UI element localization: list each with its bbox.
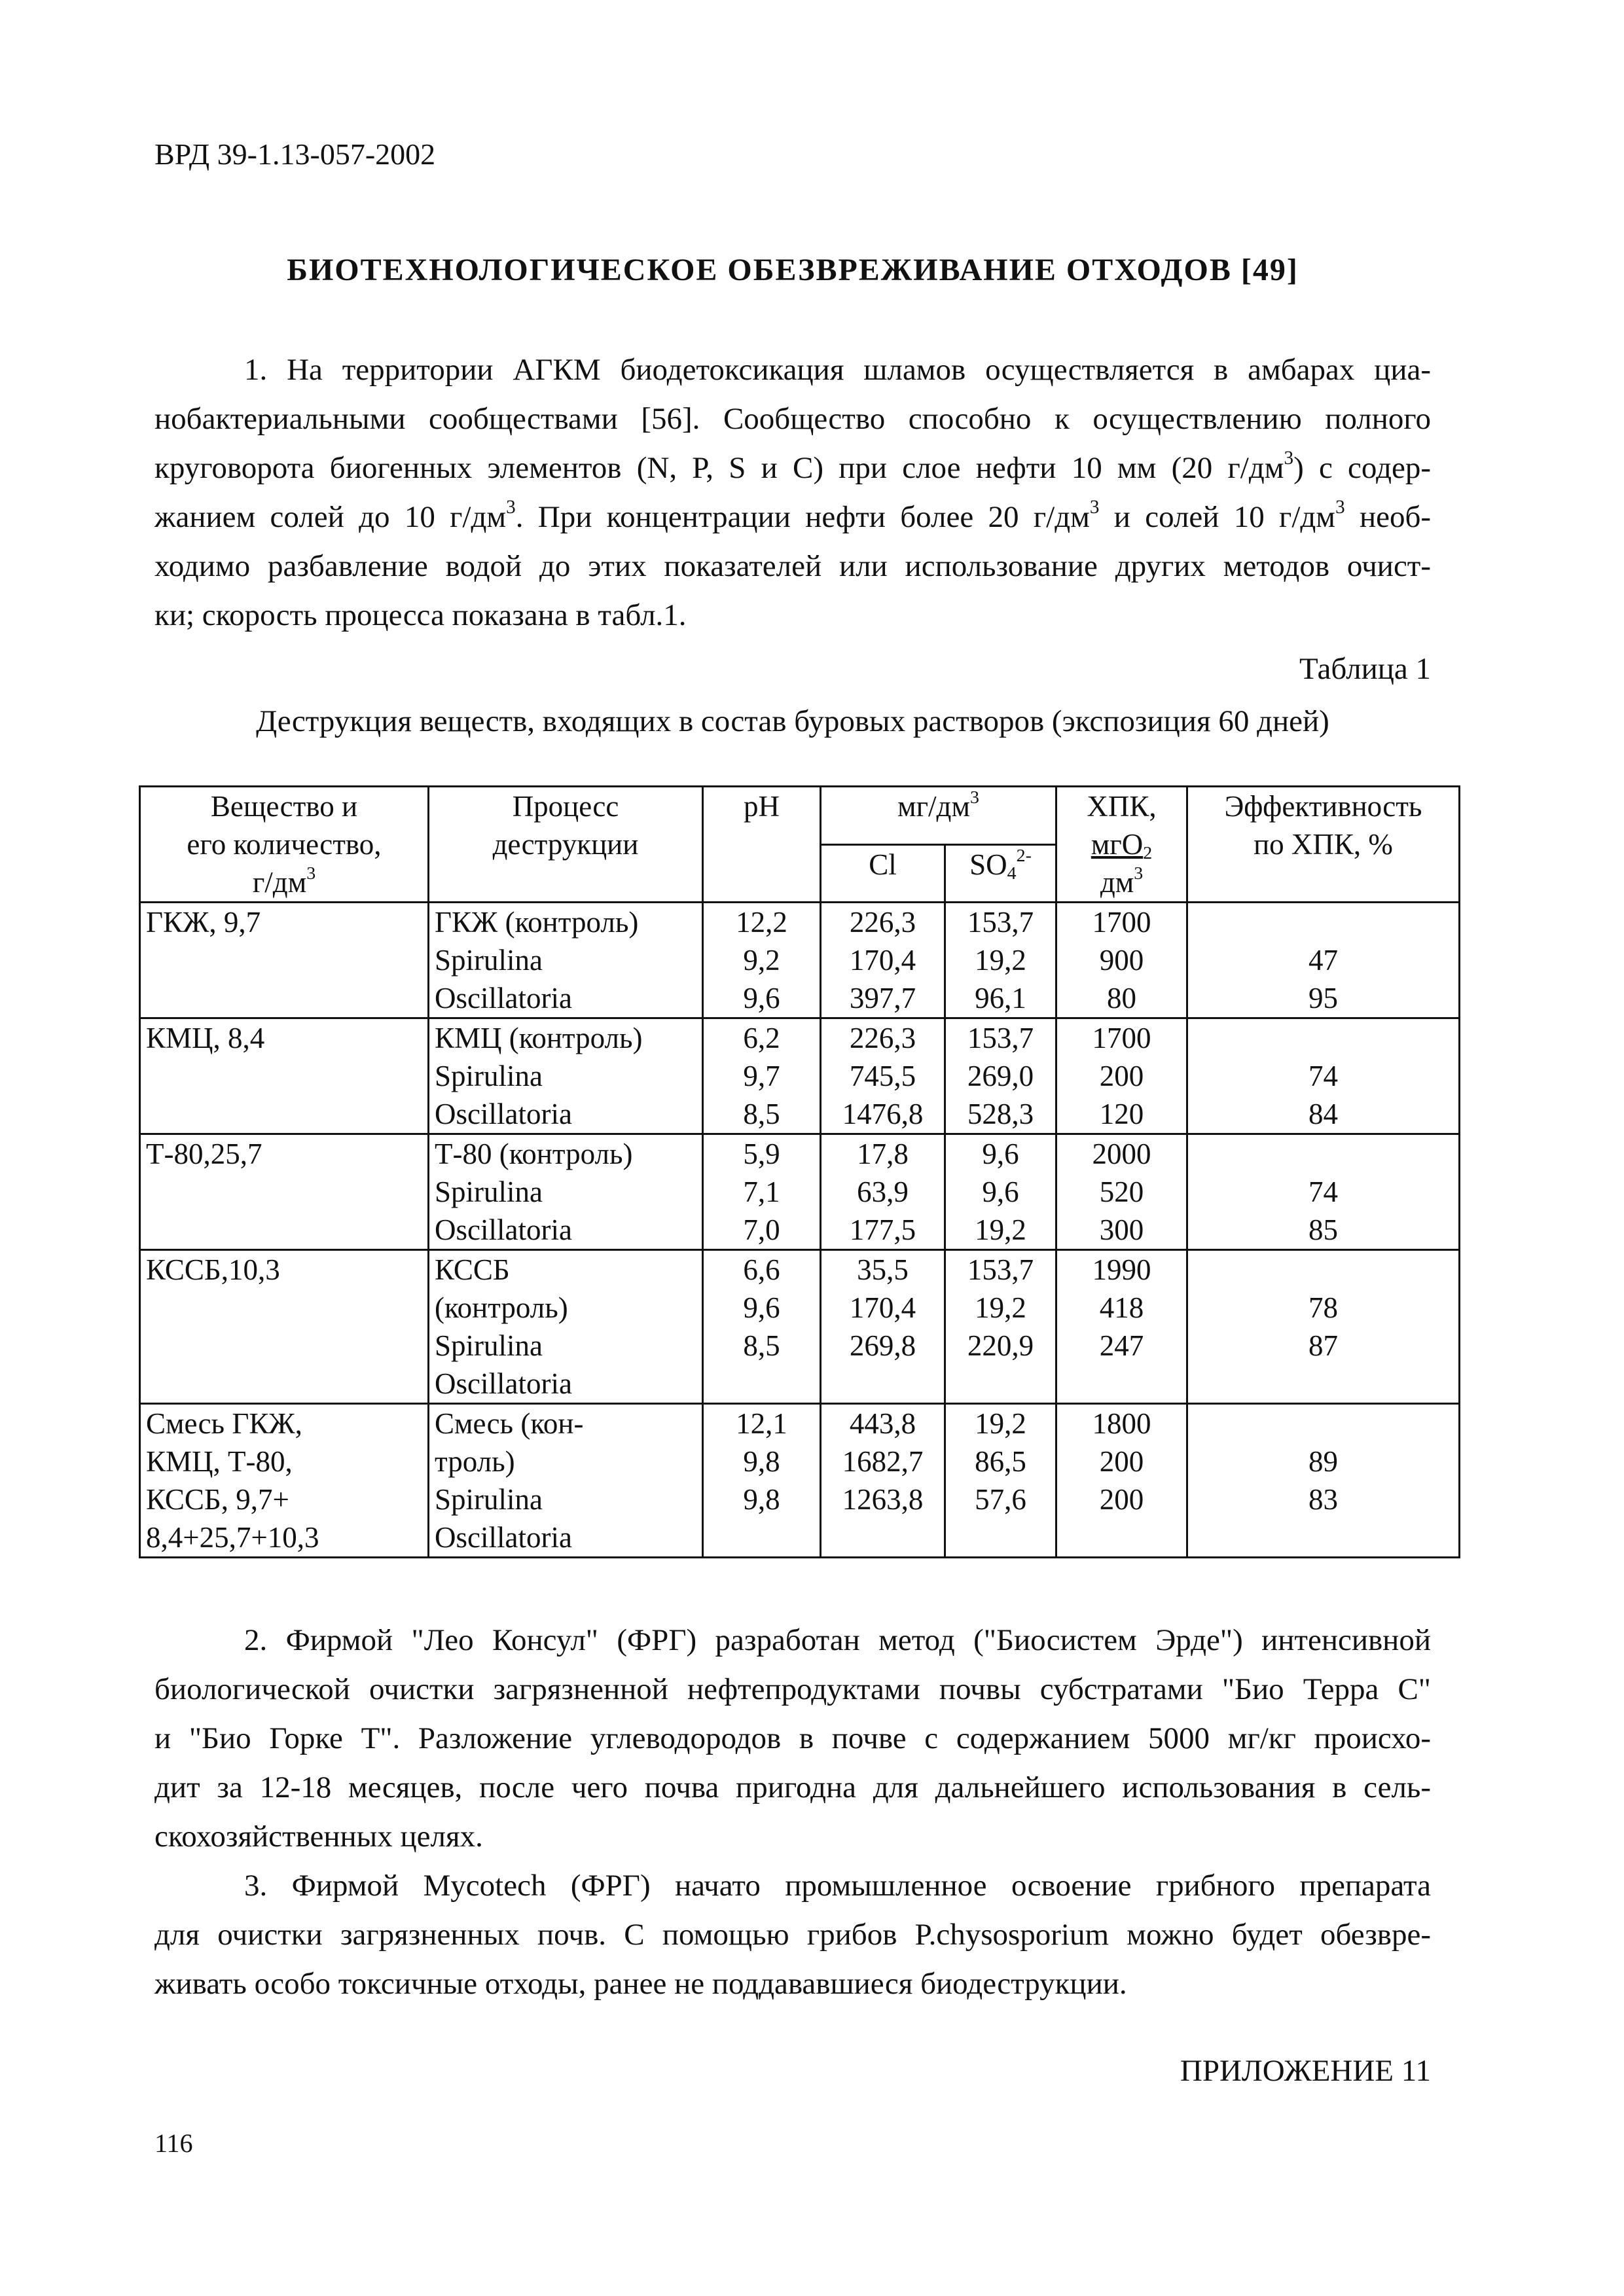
cell-line: 177,5 [849,1213,916,1246]
cell-line: 63,9 [857,1175,909,1208]
cell-line: 9,8 [743,1445,780,1478]
cell-efficiency [1187,1018,1460,1134]
cell-line [709,1518,814,1556]
appendix-label: ПРИЛОЖЕНИЕ 11 [1180,2054,1431,2088]
cell-line: 9,2 [743,944,780,977]
cell-line: 9,7 [743,1060,780,1092]
cell-line: 57,6 [975,1483,1026,1516]
cell-line: 170,4 [849,944,916,977]
table-row [140,1134,1460,1250]
table-row [140,1250,1460,1404]
cell-line: Т-80 (контроль) [435,1138,633,1170]
cell-efficiency [1187,1404,1460,1558]
cell-line: 1700 [1092,1022,1151,1054]
cell-line: 220,9 [967,1329,1034,1362]
section-title: БИОТЕХНОЛОГИЧЕСКОЕ ОБЕЗВРЕЖИВАНИЕ ОТХОДОВ [49] [287,253,1299,287]
cell-ph [703,903,821,1018]
cell-line: 1990 [1092,1253,1151,1286]
cell-line: 8,5 [743,1098,780,1130]
page-number: 116 [154,2128,193,2158]
cell-line: ГКЖ, 9,7 [146,906,261,939]
header-substance: Вещество и его количество, $г/дм^3$ [140,787,429,903]
cell-substance [140,1404,429,1558]
cell-line: 226,3 [849,1022,916,1054]
cell-so4 [945,1404,1056,1558]
cell-line: Spirulina [435,1175,543,1208]
cell-line: КССБ,10,3 [146,1253,280,1286]
cell-ph [703,1250,821,1404]
cell-line: Смесь (кон- [435,1407,584,1440]
cell-line: 84 [1308,1098,1339,1130]
cell-line: Spirulina [435,944,543,977]
cell-cod [1056,1134,1187,1250]
cell-process [429,1134,703,1250]
para1-line-4: жанием солей до 10 $г/дм^3$. При концентрации нефти более 20 $г/дм^3$ и солей 10 $г/дм^3$ необ- [154,497,1432,534]
cell-line: 86,5 [975,1445,1026,1478]
header-mg-per-dm3: $мг/дм^3$ [821,787,1056,845]
destruction-table [139,785,1460,1558]
cell-line [1193,1019,1453,1057]
cell-so4 [945,903,1056,1018]
cell-line: 19,2 [975,944,1026,977]
cell-line: 9,6 [982,1138,1019,1170]
cell-line [1193,1405,1453,1443]
para1-line-3: круговорота биогенных элементов (N, P, S и C) при слое нефти 10 мм (20 $г/дм^3$) с содер- [154,448,1431,485]
header-cod: ХПК, мгО$_2$ $дм^3$ [1056,787,1187,903]
cell-line: 12,1 [736,1407,787,1440]
cell-line: 200 [1099,1483,1144,1516]
cell-ph [703,1404,821,1558]
cell-line: 96,1 [975,982,1026,1014]
table-caption: Деструкция веществ, входящих в состав буровых растворов (экспозиция 60 дней) [256,704,1329,738]
cell-line: 9,6 [743,982,780,1014]
header-so4: $SO_4^{2-}$ [945,844,1056,903]
cell-line: 19,2 [975,1407,1026,1440]
table-row [140,1404,1460,1558]
cell-line: КССБ [435,1253,510,1286]
para3-line-1: 3. Фирмой Mycotech (ФРГ) начато промышленное освоение грибного препарата [244,1869,1431,1903]
cell-line: Т-80,25,7 [146,1138,262,1170]
cell-line: 7,0 [743,1213,780,1246]
cell-line: 443,8 [849,1407,916,1440]
cell-so4 [945,1250,1056,1404]
cell-line [1193,1518,1453,1556]
cell-line [951,1365,1050,1403]
cell-line: 12,2 [736,906,787,939]
cell-line: 85 [1308,1213,1339,1246]
cell-line: 745,5 [849,1060,916,1092]
cell-line: КМЦ, 8,4 [146,1022,265,1054]
cell-line: 6,2 [743,1022,780,1054]
cell-process [429,1250,703,1404]
table-row [140,1018,1460,1134]
cell-line: 418 [1099,1291,1144,1324]
cell-line: 1682,7 [842,1445,924,1478]
cell-line: Oscillatoria [435,1521,572,1554]
cell-line: 9,8 [743,1483,780,1516]
cell-line: 528,3 [967,1098,1034,1130]
document-code: ВРД 39-1.13-057-2002 [154,137,436,171]
cell-substance [140,903,429,1018]
cell-ph [703,1134,821,1250]
cell-cl [821,903,945,1018]
cell-line: 900 [1099,944,1144,977]
cell-so4 [945,1134,1056,1250]
para3-line-3: живать особо токсичные отходы, ранее не поддававшиеся биодеструкции. [154,1967,1127,2001]
cell-so4 [945,1018,1056,1134]
cell-ph [703,1018,821,1134]
cell-substance [140,1250,429,1404]
cell-line: КМЦ, Т-80, [146,1445,293,1478]
para2-line-4: дит за 12-18 месяцев, после чего почва пригодна для дальнейшего использования в сель- [154,1770,1431,1804]
cell-line: Oscillatoria [435,982,572,1014]
cell-line [1193,1251,1453,1289]
header-ph: pH [703,787,821,903]
para2-line-1: 2. Фирмой "Лео Консул" (ФРГ) разработан метод ("Биосистем Эрде") интенсивной [244,1623,1431,1657]
cell-line: 19,2 [975,1291,1026,1324]
cell-line: 120 [1099,1098,1144,1130]
cell-line: 74 [1308,1175,1339,1208]
para2-line-5: скохозяйственных целях. [154,1820,483,1854]
cell-efficiency [1187,1250,1460,1404]
cell-cl [821,1250,945,1404]
cell-line [1062,1365,1181,1403]
cell-line [1193,903,1453,941]
cell-line: 247 [1099,1329,1144,1362]
cell-line: 9,6 [743,1291,780,1324]
cell-line: ГКЖ (контроль) [435,906,639,939]
cell-cod [1056,1404,1187,1558]
table-body [140,903,1460,1558]
cell-line: 8,4+25,7+10,3 [146,1521,319,1554]
cell-line: КМЦ (контроль) [435,1022,643,1054]
cell-line: Spirulina [435,1483,543,1516]
cell-line: 87 [1308,1329,1339,1362]
cell-efficiency [1187,903,1460,1018]
cell-line [1062,1518,1181,1556]
header-efficiency: Эффективность по ХПК, % [1187,787,1460,903]
para1-line-6: ки; скорость процесса показана в табл.1. [154,598,687,632]
cell-line: Oscillatoria [435,1098,572,1130]
cell-line: 200 [1099,1060,1144,1092]
cell-line: 8,5 [743,1329,780,1362]
cell-line: 153,7 [967,906,1034,939]
cell-line [1193,1365,1453,1403]
cell-process [429,1404,703,1558]
cell-line: 226,3 [849,906,916,939]
cell-line: 47 [1308,944,1339,977]
cell-substance [140,1018,429,1134]
cell-line: 83 [1308,1483,1339,1516]
cell-line: 200 [1099,1445,1144,1478]
cell-line: 19,2 [975,1213,1026,1246]
cell-line: 7,1 [743,1175,780,1208]
cell-line: 35,5 [857,1253,909,1286]
table-label: Таблица 1 [1299,652,1431,686]
header-cl: Cl [821,844,945,903]
table-header-row [140,787,1460,845]
cell-line: 17,8 [857,1138,909,1170]
cell-line [709,1365,814,1403]
cell-process [429,903,703,1018]
cell-process [429,1018,703,1134]
cell-line [951,1518,1050,1556]
cell-line: (контроль) [435,1291,568,1324]
cell-line: 269,0 [967,1060,1034,1092]
cell-line: 520 [1099,1175,1144,1208]
cell-efficiency [1187,1134,1460,1250]
para1-line-2: нобактериальными сообществами [56]. Сообщество способно к осуществлению полного [154,402,1431,436]
cell-line: КССБ, 9,7+ [146,1483,289,1516]
cell-line: 2000 [1092,1138,1151,1170]
cell-line: Oscillatoria [435,1367,572,1400]
cell-line [827,1518,939,1556]
cell-line: 269,8 [849,1329,916,1362]
cell-cl [821,1134,945,1250]
cell-line: 170,4 [849,1291,916,1324]
cell-line: 78 [1308,1291,1339,1324]
cell-line: 95 [1308,982,1339,1014]
table-row [140,903,1460,1018]
cell-line: 1700 [1092,906,1151,939]
cell-cl [821,1404,945,1558]
cell-line: Spirulina [435,1060,543,1092]
cell-cod [1056,1250,1187,1404]
para3-line-2: для очистки загрязненных почв. С помощью грибов P.chysosporium можно будет обезвре- [154,1918,1431,1952]
para2-line-3: и "Био Горке Т". Разложение углеводородов в почве с содержанием 5000 мг/кг происхо- [154,1721,1431,1755]
cell-line: Смесь ГКЖ, [146,1407,302,1440]
cell-line: троль) [435,1445,515,1478]
cell-line: Spirulina [435,1329,543,1362]
header-process: Процесс деструкции [429,787,703,903]
cell-line: 89 [1308,1445,1339,1478]
cell-line: 1263,8 [842,1483,924,1516]
cell-line: 80 [1107,982,1137,1014]
cell-cl [821,1018,945,1134]
cell-substance [140,1134,429,1250]
para2-line-2: биологической очистки загрязненной нефтепродуктами почвы субстратами "Био Терра С" [154,1672,1431,1706]
cell-line: 1476,8 [842,1098,924,1130]
cell-line: 1800 [1092,1407,1151,1440]
cell-line: 300 [1099,1213,1144,1246]
cell-line: 9,6 [982,1175,1019,1208]
cell-line: 5,9 [743,1138,780,1170]
para1-line-1: 1. На территории АГКМ биодетоксикация шламов осуществляется в амбарах циа- [244,353,1431,387]
cell-line: Oscillatoria [435,1213,572,1246]
cell-cod [1056,1018,1187,1134]
cell-line: 153,7 [967,1253,1034,1286]
cell-line [827,1365,939,1403]
cell-line: 153,7 [967,1022,1034,1054]
cell-line: 397,7 [849,982,916,1014]
cell-line: 6,6 [743,1253,780,1286]
cell-line [1193,1135,1453,1173]
cell-line: 74 [1308,1060,1339,1092]
para1-line-5: ходимо разбавление водой до этих показателей или использование других методов очист- [154,549,1431,583]
cell-cod [1056,903,1187,1018]
